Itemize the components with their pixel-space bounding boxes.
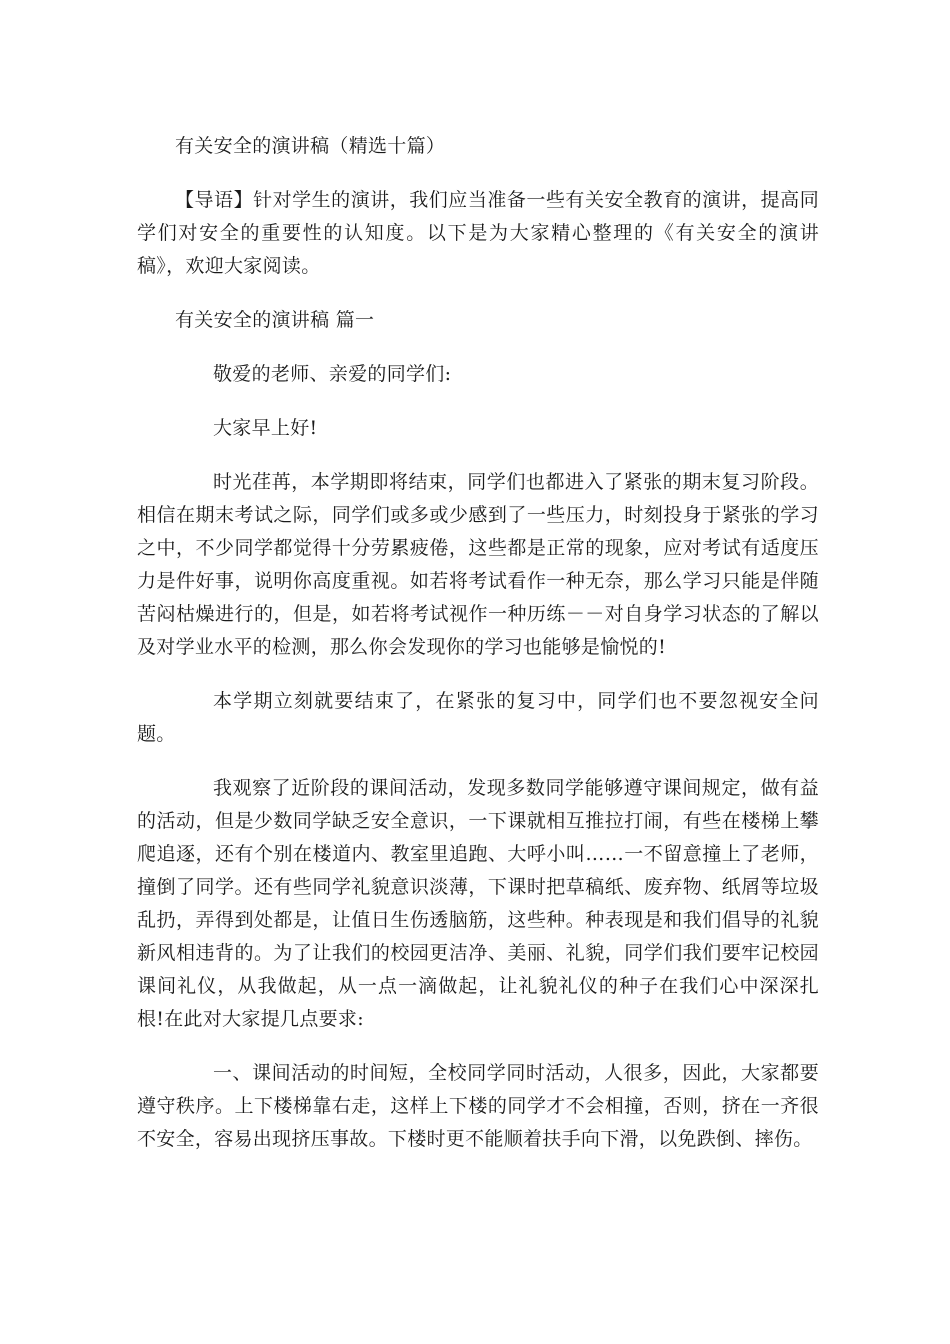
salutation: 敬爱的老师、亲爱的同学们: — [213, 363, 452, 385]
document-title: 有关安全的演讲稿（精选十篇） — [175, 135, 446, 157]
body-paragraph: 一、课间活动的时间短，全校同学同时活动，人很多，因此，大家都要遵守秩序。上下楼梯靠右走，这样上下楼的同学才不会相撞，否则，挤在一齐很不安全，容易出现挤压事故。下楼时更不能顺着扶手向下滑，以免跌倒、摔伤。 — [137, 1062, 819, 1150]
body-paragraph: 时光荏苒，本学期即将结束，同学们也都进入了紧张的期末复习阶段。相信在期末考试之际，同学们或多或少感到了一些压力，时刻投身于紧张的学习之中，不少同学都觉得十分劳累疲倦，这些都是正常的现象，应对考试有适度压力是件好事，说明你高度重视。如若将考试看作一种无奈，那么学习只能是伴随苦闷枯燥进行的，但是，如若将考试视作一种历练－－对自身学习状态的了解以及对学业水平的检测，那么你会发现你的学习也能够是愉悦的! — [137, 471, 819, 658]
intro-paragraph: 【导语】针对学生的演讲，我们应当准备一些有关安全教育的演讲，提高同学们对安全的重要性的认知度。以下是为大家精心整理的《有关安全的演讲稿》，欢迎大家阅读。 — [137, 189, 819, 277]
body-paragraph: 我观察了近阶段的课间活动，发现多数同学能够遵守课间规定，做有益的活动，但是少数同学缺乏安全意识，一下课就相互推拉打闹，有些在楼梯上攀爬追逐，还有个别在楼道内、教室里追跑、大呼小叫……一不留意撞上了老师，撞倒了同学。还有些同学礼貌意识淡薄，下课时把草稿纸、废弃物、纸屑等垃圾乱扔，弄得到处都是，让值日生伤透脑筋，这些种。种表现是和我们倡导的礼貌新风相违背的。为了让我们的校园更洁净、美丽、礼貌，同学们我们要牢记校园课间礼仪，从我做起，从一点一滴做起，让礼貌礼仪的种子在我们心中深深扎根!在此对大家提几点要求: — [137, 777, 819, 1030]
document-body — [137, 130, 819, 1177]
greeting: 大家早上好! — [213, 417, 318, 439]
body-paragraph: 本学期立刻就要结束了，在紧张的复习中，同学们也不要忽视安全问题。 — [137, 690, 819, 745]
section-heading: 有关安全的演讲稿 篇一 — [175, 309, 375, 331]
